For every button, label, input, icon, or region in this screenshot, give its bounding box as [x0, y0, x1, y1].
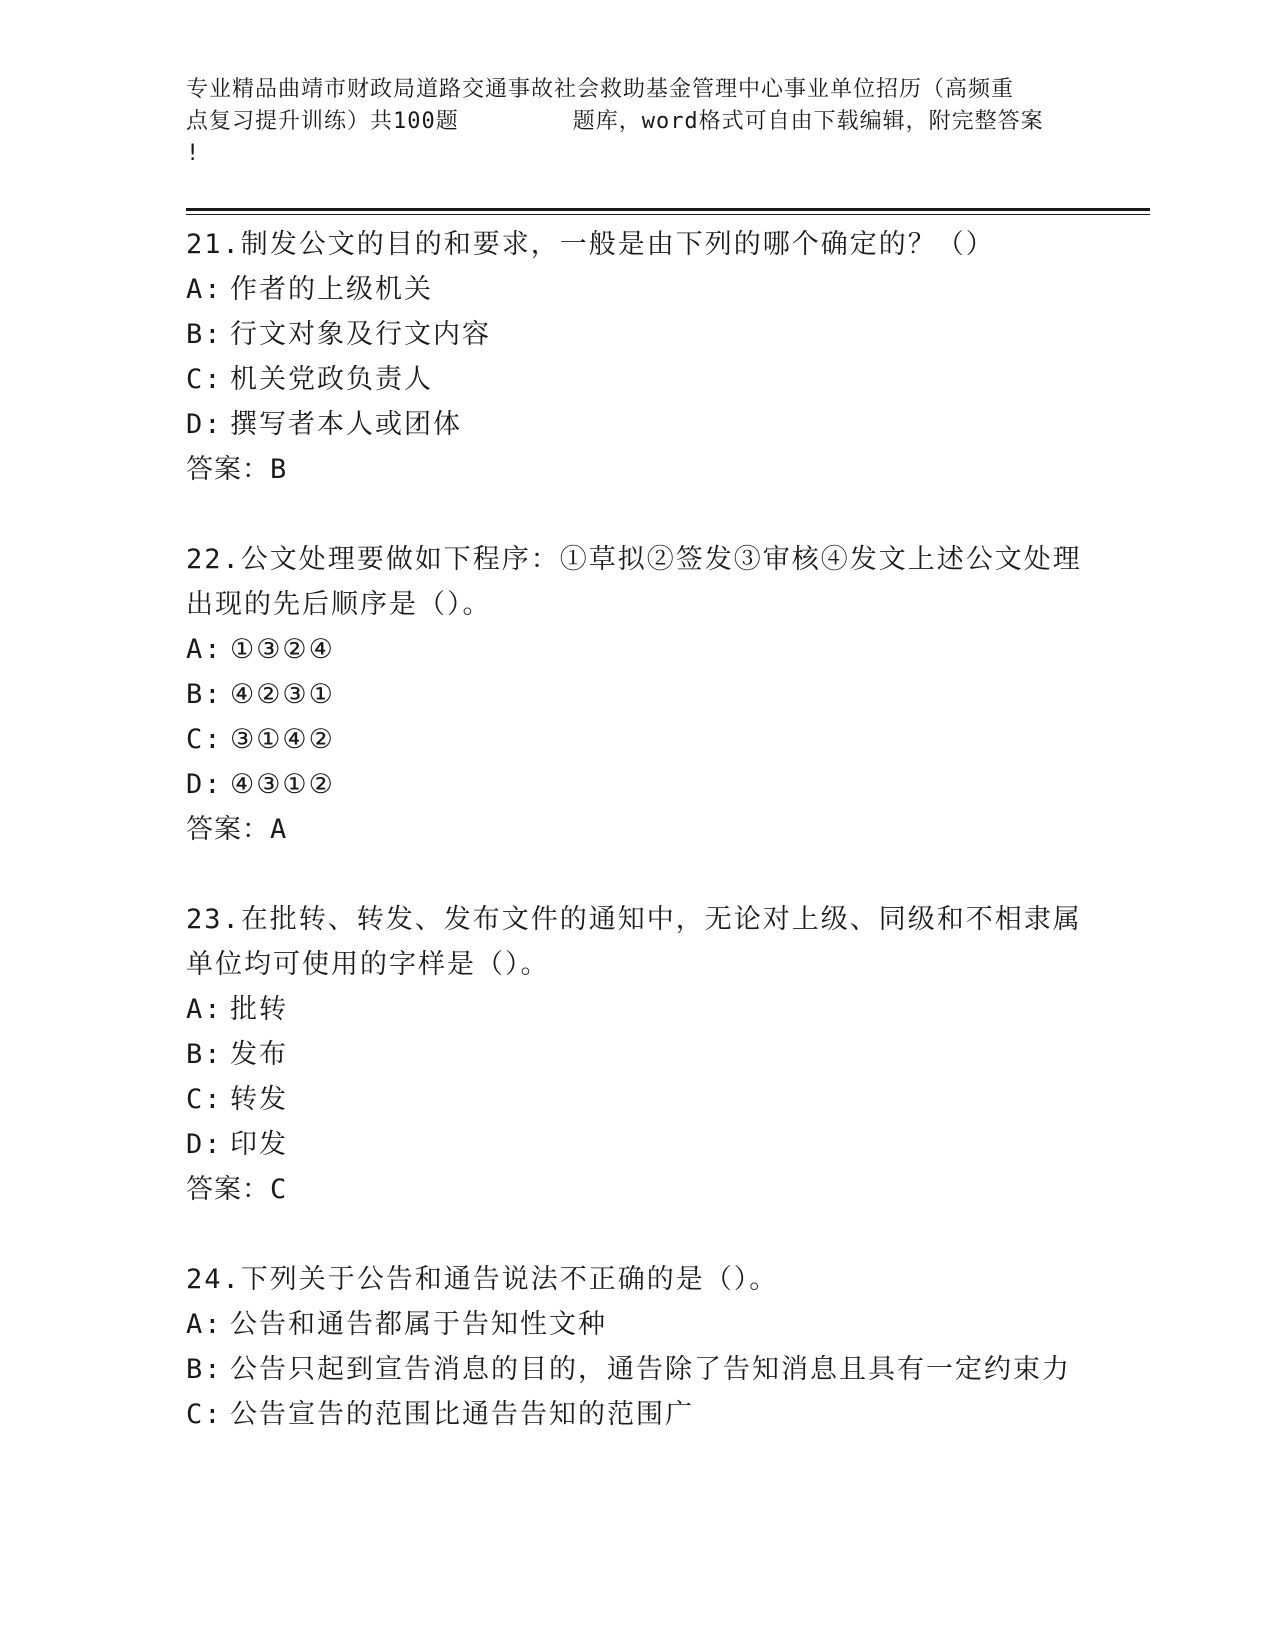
option-text: 印发 [230, 1129, 288, 1160]
document-header [186, 74, 1086, 170]
option-d [186, 402, 1106, 447]
option-letter: B: [186, 1039, 223, 1070]
option-letter: C: [186, 724, 223, 755]
option-c [186, 717, 1106, 762]
option-text: ④③①② [230, 769, 335, 800]
answer-line: 答案：B [186, 454, 288, 485]
option-text: 批转 [230, 994, 288, 1025]
question-list [186, 222, 1106, 1482]
option-d [186, 1122, 1106, 1167]
option-letter: D: [186, 409, 223, 440]
answer-line: 答案：A [186, 814, 288, 845]
option-b [186, 1347, 1106, 1392]
option-letter: B: [186, 1354, 223, 1385]
option-letter: A: [186, 274, 223, 305]
option-letter: B: [186, 679, 223, 710]
option-letter: A: [186, 634, 223, 665]
question-24 [186, 1257, 1106, 1437]
option-text: 机关党政负责人 [230, 364, 433, 395]
option-c [186, 1392, 1106, 1437]
option-letter: C: [186, 1399, 223, 1430]
header-line-2: 点复习提升训练）共100题 题库，word格式可自由下载编辑，附完整答案 [186, 109, 1044, 134]
option-letter: A: [186, 1309, 223, 1340]
option-text: ③①④② [230, 724, 335, 755]
header-divider-thick [186, 208, 1150, 211]
option-a [186, 627, 1106, 672]
option-text: 行文对象及行文内容 [230, 319, 491, 350]
option-c [186, 357, 1106, 402]
option-text: 发布 [230, 1039, 288, 1070]
option-text: ①③②④ [230, 634, 335, 665]
option-letter: C: [186, 1084, 223, 1115]
option-text: 转发 [230, 1084, 288, 1115]
option-c [186, 1077, 1106, 1122]
option-text: 撰写者本人或团体 [230, 409, 462, 440]
question-stem: 21.制发公文的目的和要求，一般是由下列的哪个确定的？（） [186, 229, 995, 260]
question-23 [186, 897, 1106, 1212]
option-a [186, 1302, 1106, 1347]
option-b [186, 312, 1106, 357]
question-21 [186, 222, 1106, 492]
option-letter: A: [186, 994, 223, 1025]
answer-line: 答案：C [186, 1174, 288, 1205]
option-d [186, 762, 1106, 807]
question-22 [186, 537, 1106, 852]
option-b [186, 1032, 1106, 1077]
option-text: 公告只起到宣告消息的目的，通告除了告知消息且具有一定约束力 [230, 1354, 1071, 1385]
option-text: 作者的上级机关 [230, 274, 433, 305]
option-letter: D: [186, 1129, 223, 1160]
option-text: 公告宣告的范围比通告告知的范围广 [230, 1399, 694, 1430]
header-line-1: 专业精品曲靖市财政局道路交通事故社会救助基金管理中心事业单位招历（高频重 [186, 77, 1015, 102]
question-stem: 24.下列关于公告和通告说法不正确的是（）。 [186, 1264, 779, 1295]
question-stem: 22.公文处理要做如下程序：①草拟②签发③审核④发文上述公文处理 出现的先后顺序是（）。 [186, 544, 1082, 620]
option-letter: D: [186, 769, 223, 800]
header-line-3: ! [186, 141, 201, 166]
option-text: ④②③① [230, 679, 335, 710]
option-text: 公告和通告都属于告知性文种 [230, 1309, 607, 1340]
option-letter: C: [186, 364, 223, 395]
header-divider-thin [186, 214, 1150, 215]
option-a [186, 267, 1106, 312]
option-letter: B: [186, 319, 223, 350]
option-a [186, 987, 1106, 1032]
option-b [186, 672, 1106, 717]
question-stem: 23.在批转、转发、发布文件的通知中，无论对上级、同级和不相隶属 单位均可使用的字样是（）。 [186, 904, 1082, 980]
